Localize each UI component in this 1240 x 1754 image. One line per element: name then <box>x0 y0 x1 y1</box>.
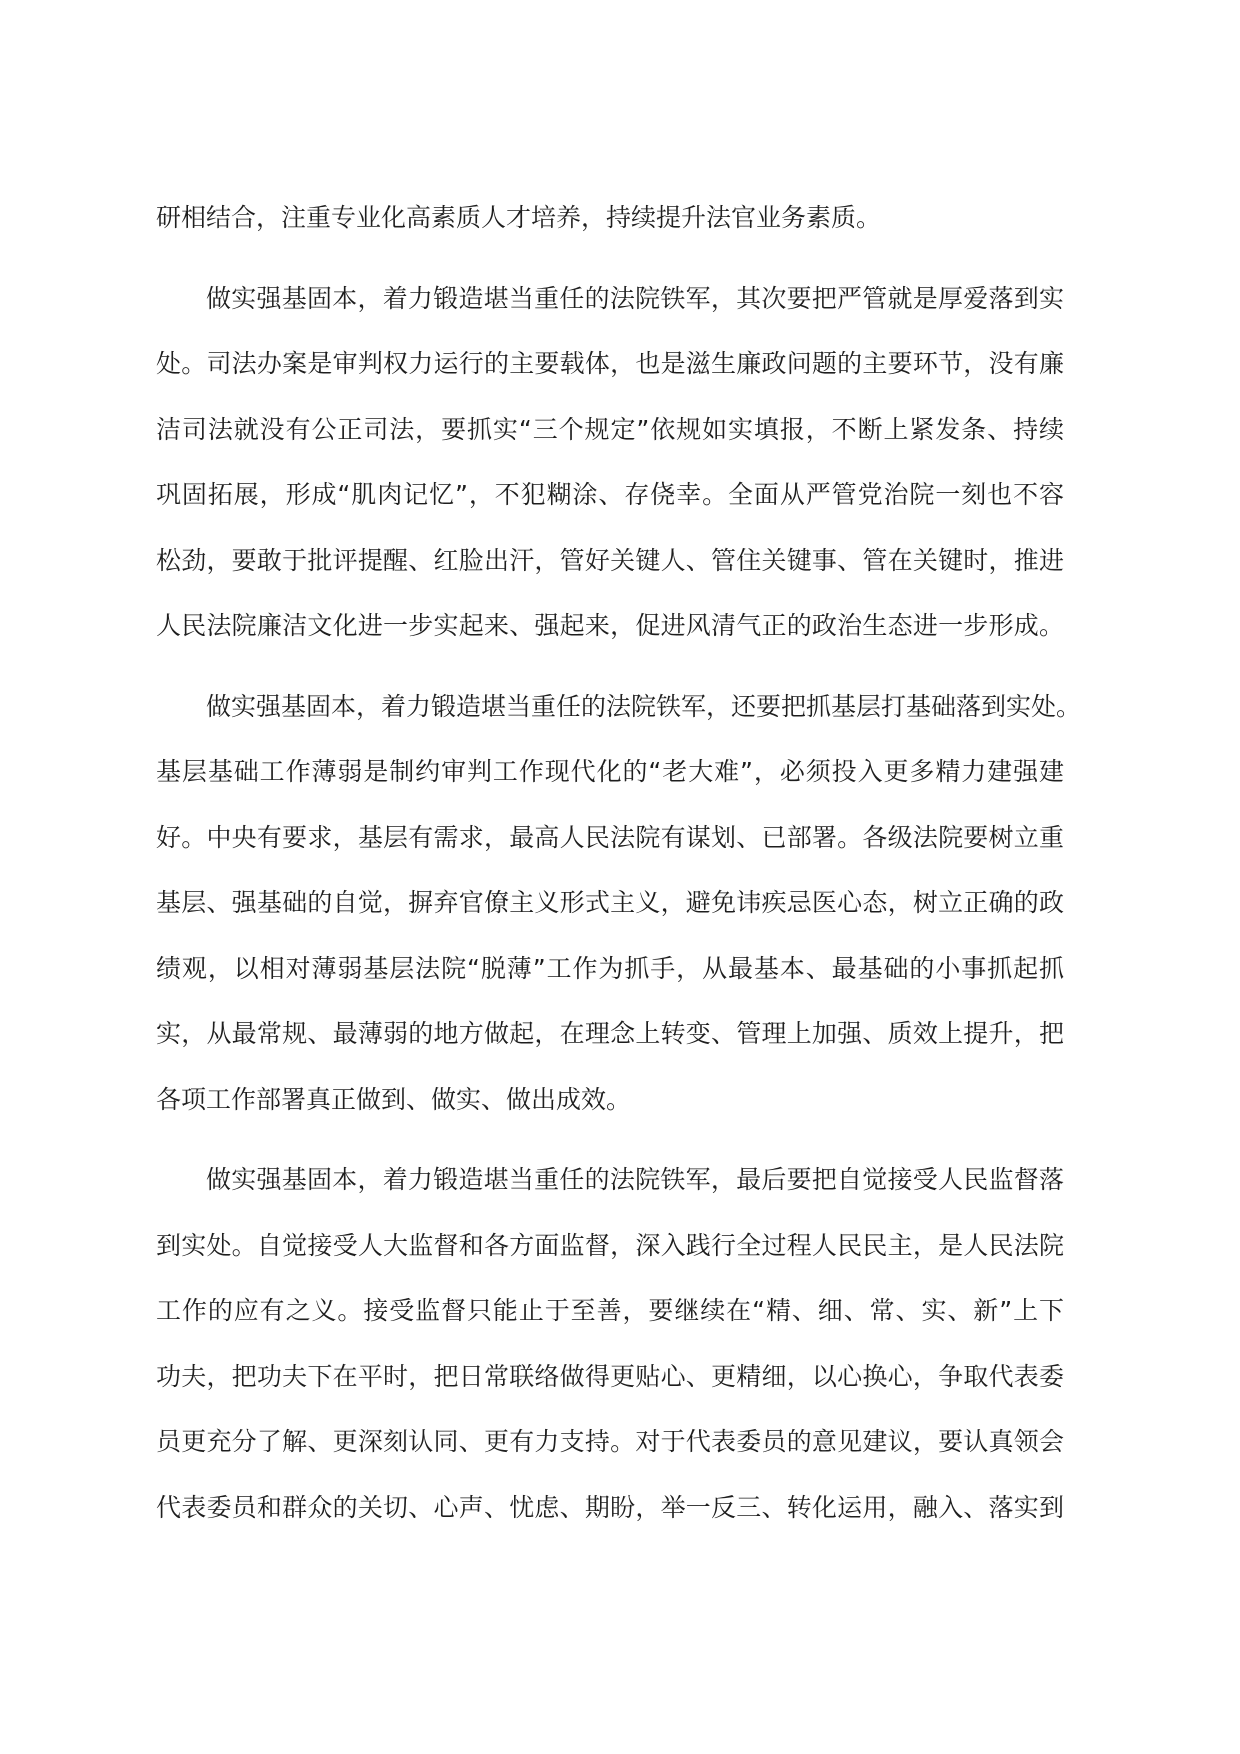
text-line: 做实强基固本，着力锻造堪当重任的法院铁军，最后要把自觉接受人民监督落 <box>206 1165 1064 1194</box>
body-text <box>156 185 1082 1555</box>
text-line: 做实强基固本，着力锻造堪当重任的法院铁军，其次要把严管就是厚爱落到实 <box>206 283 1064 313</box>
text-line: 人民法院廉洁文化进一步实起来、强起来，促进风清气正的政治生态进一步形成。 <box>156 611 1064 640</box>
paragraph-4 <box>156 1147 1064 1540</box>
text-line: 研相结合，注重专业化高素质人才培养，持续提升法官业务素质。 <box>156 203 882 232</box>
text-line: 工作的应有之义。接受监督只能止于至善，要继续在“精、细、常、实、新”上下 <box>156 1296 1064 1325</box>
paragraph-1 <box>156 185 1064 251</box>
text-line: 基层、强基础的自觉，摒弃官僚主义形式主义，避免讳疾忌医心态，树立正确的政 <box>156 888 1064 917</box>
text-line: 处。司法办案是审判权力运行的主要载体，也是滋生廉政问题的主要环节，没有廉 <box>156 349 1064 378</box>
paragraph-2 <box>156 266 1064 659</box>
text-line: 绩观，以相对薄弱基层法院“脱薄”工作为抓手，从最基本、最基础的小事抓起抓 <box>156 953 1064 983</box>
text-line: 松劲，要敢于批评提醒、红脸出汗，管好关键人、管住关键事、管在关键时，推进 <box>156 545 1064 575</box>
text-line: 功夫，把功夫下在平时，把日常联络做得更贴心、更精细，以心换心，争取代表委 <box>156 1361 1064 1391</box>
paragraph-3 <box>156 674 1082 1133</box>
text-line: 员更充分了解、更深刻认同、更有力支持。对于代表委员的意见建议，要认真领会 <box>156 1427 1064 1456</box>
text-line: 各项工作部署真正做到、做实、做出成效。 <box>156 1084 632 1114</box>
text-line: 洁司法就没有公正司法，要抓实“三个规定”依规如实填报，不断上紧发条、持续 <box>156 414 1064 444</box>
text-line: 好。中央有要求，基层有需求，最高人民法院有谋划、已部署。各级法院要树立重 <box>156 822 1064 852</box>
text-line: 代表委员和群众的关切、心声、忧虑、期盼，举一反三、转化运用，融入、落实到 <box>156 1492 1064 1522</box>
text-line: 基层基础工作薄弱是制约审判工作现代化的“老大难”，必须投入更多精力建强建 <box>156 757 1064 786</box>
text-line: 实，从最常规、最薄弱的地方做起，在理念上转变、管理上加强、质效上提升，把 <box>156 1019 1064 1048</box>
text-line: 巩固拓展，形成“肌肉记忆”，不犯糊涂、存侥幸。全面从严管党治院一刻也不容 <box>156 480 1064 509</box>
text-line: 做实强基固本，着力锻造堪当重任的法院铁军，还要把抓基层打基础落到实处。 <box>206 691 1082 721</box>
text-line: 到实处。自觉接受人大监督和各方面监督，深入践行全过程人民民主，是人民法院 <box>156 1230 1064 1260</box>
